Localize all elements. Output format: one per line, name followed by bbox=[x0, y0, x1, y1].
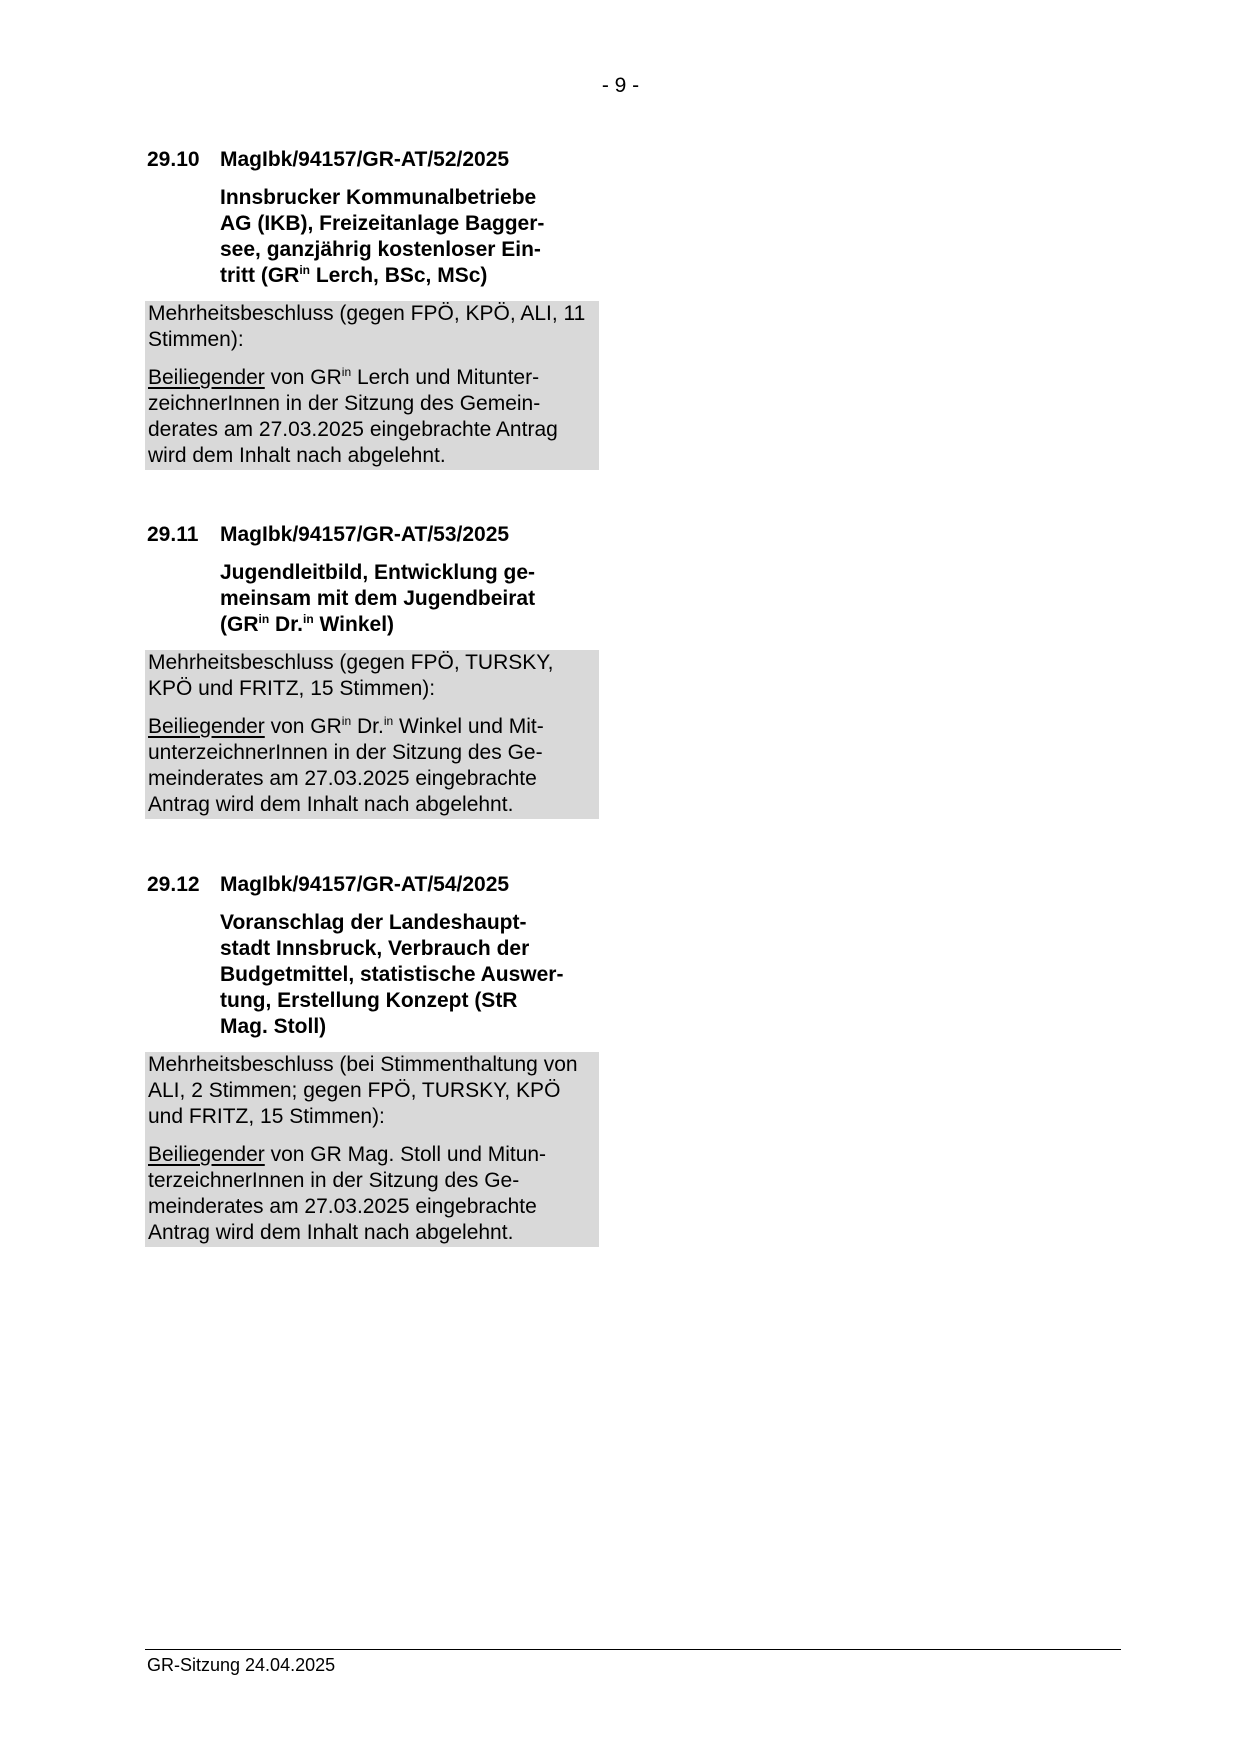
item-subject-line-4: tung, Erstellung Konzept (StR bbox=[220, 989, 518, 1012]
footer-text: GR-Sitzung 24.04.2025 bbox=[147, 1655, 336, 1675]
motion-lead: Beiliegender bbox=[148, 1143, 265, 1166]
item-subject bbox=[220, 185, 605, 289]
motion-text bbox=[148, 714, 596, 818]
motion-post: Winkel und Mit-unterzeichnerInnen in der Sitzung des Ge-meinderates am 27.03.2025 eingebrachte Antrag wird dem Inhalt nach abgelehnt. bbox=[148, 715, 544, 816]
item-subject-sup: in bbox=[299, 263, 310, 277]
item-header bbox=[145, 147, 599, 173]
item-subject-sup: in bbox=[258, 612, 270, 626]
item-number: 29.10 bbox=[147, 148, 200, 171]
item-subject-line-3: see, ganzjährig kostenloser Ein- bbox=[220, 238, 541, 261]
decision-text: Mehrheitsbeschluss (bei Stimmenthaltung von ALI, 2 Stimmen; gegen FPÖ, TURSKY, KPÖ und FRITZ, 15 Stimmen): bbox=[148, 1053, 578, 1128]
motion-sup-2: in bbox=[383, 714, 394, 728]
item-subject-post: Winkel) bbox=[313, 613, 395, 636]
item-subject-post: Lerch, BSc, MSc) bbox=[310, 264, 488, 287]
item-number: 29.12 bbox=[147, 873, 200, 896]
item-header bbox=[145, 522, 599, 548]
motion-sup: in bbox=[341, 365, 352, 379]
agenda-item-29-11 bbox=[145, 522, 599, 819]
footer-divider bbox=[145, 1649, 1121, 1650]
motion-text bbox=[148, 1142, 596, 1246]
item-subject-line-2: meinsam mit dem Jugendbeirat bbox=[220, 587, 536, 610]
item-subject bbox=[220, 910, 605, 1040]
decision-text: Mehrheitsbeschluss (gegen FPÖ, TURSKY, KPÖ und FRITZ, 15 Stimmen): bbox=[148, 651, 554, 700]
agenda-item-29-12 bbox=[145, 872, 599, 1247]
decision-box bbox=[145, 1052, 599, 1247]
item-reference: MagIbk/94157/GR-AT/53/2025 bbox=[220, 523, 510, 546]
item-number: 29.11 bbox=[147, 523, 199, 546]
item-subject-pre: (GR bbox=[220, 613, 259, 636]
item-subject-line-2: AG (IKB), Freizeitanlage Bagger- bbox=[220, 212, 545, 235]
item-subject bbox=[220, 560, 605, 638]
item-subject-pre: tritt (GR bbox=[220, 264, 300, 287]
item-reference: MagIbk/94157/GR-AT/52/2025 bbox=[220, 148, 510, 171]
motion-pre: von GR bbox=[264, 366, 342, 389]
item-header bbox=[145, 872, 599, 898]
motion-pre: von GR bbox=[264, 715, 342, 738]
motion-sup: in bbox=[341, 714, 352, 728]
item-subject-line-3: Budgetmittel, statistische Auswer- bbox=[220, 963, 564, 986]
item-subject-line-2: stadt Innsbruck, Verbrauch der bbox=[220, 937, 530, 960]
item-subject-sup-2: in bbox=[303, 612, 314, 626]
item-subject-line-1: Innsbrucker Kommunalbetriebe bbox=[220, 186, 537, 209]
decision-text: Mehrheitsbeschluss (gegen FPÖ, KPÖ, ALI, 11 Stimmen): bbox=[148, 302, 586, 351]
motion-post: Lerch und Mitunter-zeichnerInnen in der Sitzung des Gemein-derates am 27.03.2025 eingebrachte Antrag wird dem Inhalt nach abgelehnt. bbox=[148, 366, 558, 467]
item-subject-line-5: Mag. Stoll) bbox=[220, 1015, 327, 1038]
item-subject-line-1: Jugendleitbild, Entwicklung ge- bbox=[220, 561, 536, 584]
page-number: - 9 - bbox=[601, 74, 640, 97]
agenda-item-29-10 bbox=[145, 147, 599, 470]
motion-mid: Dr. bbox=[351, 715, 384, 738]
item-subject-line-1: Voranschlag der Landeshaupt- bbox=[220, 911, 527, 934]
item-subject-mid: Dr. bbox=[269, 613, 304, 636]
motion-lead: Beiliegender bbox=[148, 715, 265, 738]
decision-box bbox=[145, 301, 599, 470]
decision-box bbox=[145, 650, 599, 819]
item-reference: MagIbk/94157/GR-AT/54/2025 bbox=[220, 873, 510, 896]
motion-post: von GR Mag. Stoll und Mitun-terzeichnerInnen in der Sitzung des Ge-meinderates am 27.03.2025 eingebrachte Antrag wird dem Inhalt nach abgelehnt. bbox=[148, 1143, 547, 1244]
motion-lead: Beiliegender bbox=[148, 366, 265, 389]
motion-text bbox=[148, 365, 596, 469]
